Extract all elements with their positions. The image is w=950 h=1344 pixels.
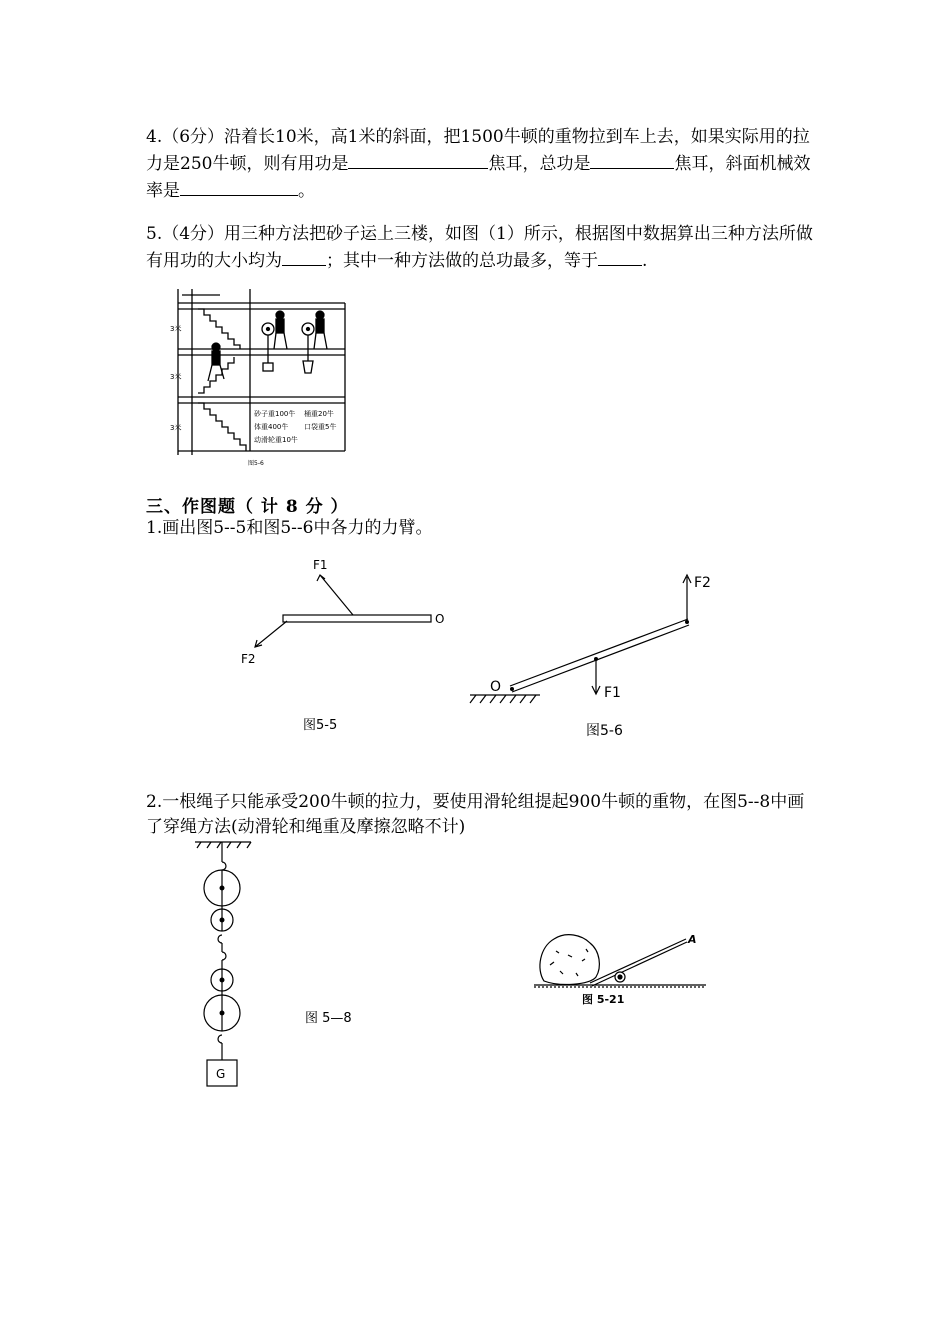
legend-bucket-weight: 桶重20牛 [304,410,334,418]
legend-sand-weight: 砂子重100牛 [254,410,296,418]
fig58-caption: 图 5—8 [305,1011,352,1026]
q5-blank-useful-work[interactable] [282,247,326,266]
q4-mid1: 焦耳，总功是 [488,154,591,174]
q4-blank-total-work[interactable] [590,150,674,169]
q4-end: 。 [298,181,315,201]
floor-label-2: 3米 [170,373,182,381]
legend-bag-weight: 口袋重5牛 [304,423,337,431]
fig55-f1-label: F1 [313,558,328,572]
legend-body-weight: 体重400牛 [254,423,289,431]
section-3-title: 三、作图题（ 计 8 分 ） [146,497,349,517]
building-caption: 图5-6 [248,460,264,467]
figure-5-5 [235,555,455,740]
fig56-f2-label: F2 [694,575,711,591]
fig55-f2-label: F2 [241,652,256,666]
q4-mid2: 焦耳，斜面机械效率是 [146,154,811,201]
figure-5-6 [470,565,730,745]
fig56-caption: 图5-6 [586,723,623,739]
q5-prefix: 5.（4分）用三种方法把砂子运上三楼，如图（1）所示，根据图中数据算出三种方法所做有用功的大小均为 [146,224,813,271]
building-figure [170,285,350,470]
q5-mid: ；其中一种方法做的总功最多，等于 [326,251,598,271]
figure-5-8 [185,838,375,1093]
q4-prefix: 4.（6分）沿着长10米，高1米的斜面，把1500牛顿的重物拉到车上去，如果实际用的拉力是250牛顿，则有用功是 [146,127,810,174]
fig56-o-label: O [490,679,502,695]
legend-pulley-weight: 动滑轮重10牛 [254,436,298,444]
fig521-caption: 图 5-21 [582,993,625,1006]
q5-blank-max-total-work[interactable] [598,247,642,266]
q5-end: . [642,251,648,271]
fig55-caption: 图5-5 [303,718,338,733]
question-4 [146,125,826,204]
question-5 [146,222,826,274]
fig55-o-label: O [435,612,445,626]
q4-blank-efficiency[interactable] [180,177,298,196]
figure-5-21 [530,925,710,1015]
fig56-f1-label: F1 [604,685,621,701]
q4-blank-useful-work[interactable] [348,150,488,169]
fig58-weight-label: G [216,1067,226,1081]
floor-label-3: 3米 [170,325,182,333]
floor-label-1: 3米 [170,424,182,432]
drawing-question-1: 1.画出图5--5和图5--6中各力的力臂。 [146,518,433,538]
fig521-point-a-label: A [688,933,697,946]
drawing-question-2: 2.一根绳子只能承受200牛顿的拉力，要使用滑轮组提起900牛顿的重物，在图5--8中画了穿绳方法(动滑轮和绳重及摩擦忽略不计) [146,792,805,837]
